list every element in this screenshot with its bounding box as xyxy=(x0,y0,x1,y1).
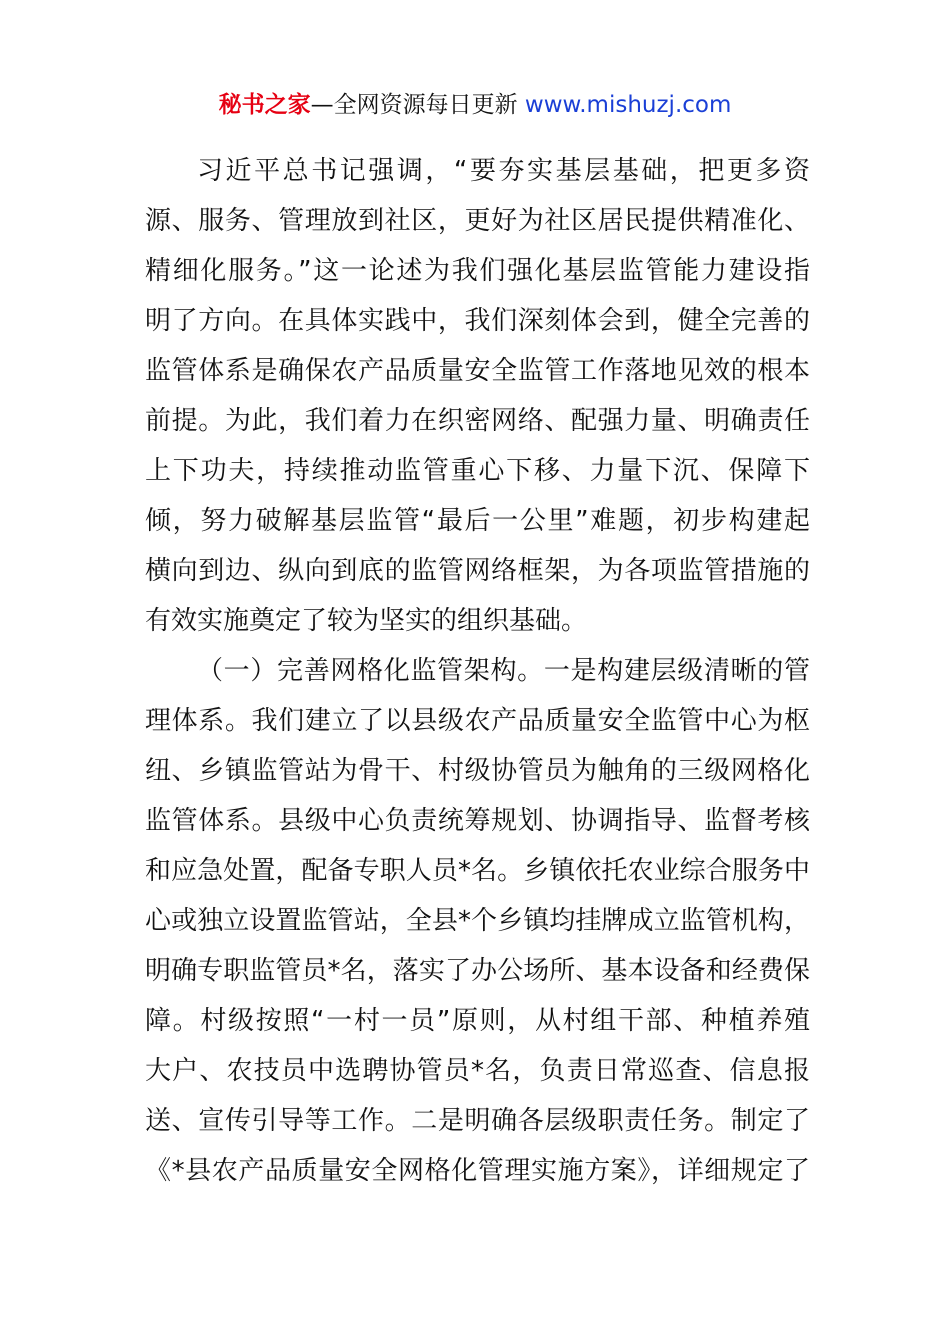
document-body xyxy=(145,146,810,1196)
text-line: 监管体系是确保农产品质量安全监管工作落地见效的根本 xyxy=(145,356,810,386)
text-line: （一）完善网格化监管架构。一是构建层级清晰的管 xyxy=(197,656,810,686)
text-line: 心或独立设置监管站，全县*个乡镇均挂牌成立监管机构， xyxy=(145,906,810,936)
text-line: 送、宣传引导等工作。二是明确各层级职责任务。制定了 xyxy=(145,1106,810,1136)
text-line: 源、服务、管理放到社区，更好为社区居民提供精准化、 xyxy=(145,206,810,236)
text-line: 纽、乡镇监管站为骨干、村级协管员为触角的三级网格化 xyxy=(145,756,810,786)
text-line: 监管体系。县级中心负责统筹规划、协调指导、监督考核 xyxy=(145,806,810,836)
text-line: 有效实施奠定了较为坚实的组织基础。 xyxy=(145,606,588,636)
text-line: 明了方向。在具体实践中，我们深刻体会到，健全完善的 xyxy=(145,306,810,336)
text-line: 横向到边、纵向到底的监管网络框架，为各项监管措施的 xyxy=(145,556,810,586)
brand-name: 秘书之家 xyxy=(218,92,311,118)
text-line: 习近平总书记强调，“要夯实基层基础，把更多资 xyxy=(197,156,810,186)
text-line: 理体系。我们建立了以县级农产品质量安全监管中心为枢 xyxy=(145,706,810,736)
text-line: 和应急处置，配备专职人员*名。乡镇依托农业综合服务中 xyxy=(145,856,810,886)
text-line: 前提。为此，我们着力在织密网络、配强力量、明确责任 xyxy=(145,406,810,436)
text-line: 倾，努力破解基层监管“最后一公里”难题，初步构建起 xyxy=(145,506,810,536)
text-line: 精细化服务。”这一论述为我们强化基层监管能力建设指 xyxy=(145,256,810,286)
text-line: 大户、农技员中选聘协管员*名，负责日常巡查、信息报 xyxy=(145,1056,810,1086)
text-line: 障。村级按照“一村一员”原则，从村组干部、种植养殖 xyxy=(145,1006,810,1036)
page-header xyxy=(0,88,950,122)
text-line: 明确专职监管员*名，落实了办公场所、基本设备和经费保 xyxy=(145,956,810,986)
header-tagline: —全网资源每日更新 xyxy=(310,92,525,118)
site-url: www.mishuzj.com xyxy=(524,92,732,118)
text-line: 《*县农产品质量安全网格化管理实施方案》，详细规定了 xyxy=(145,1156,810,1186)
text-line: 上下功夫，持续推动监管重心下移、力量下沉、保障下 xyxy=(145,456,810,486)
